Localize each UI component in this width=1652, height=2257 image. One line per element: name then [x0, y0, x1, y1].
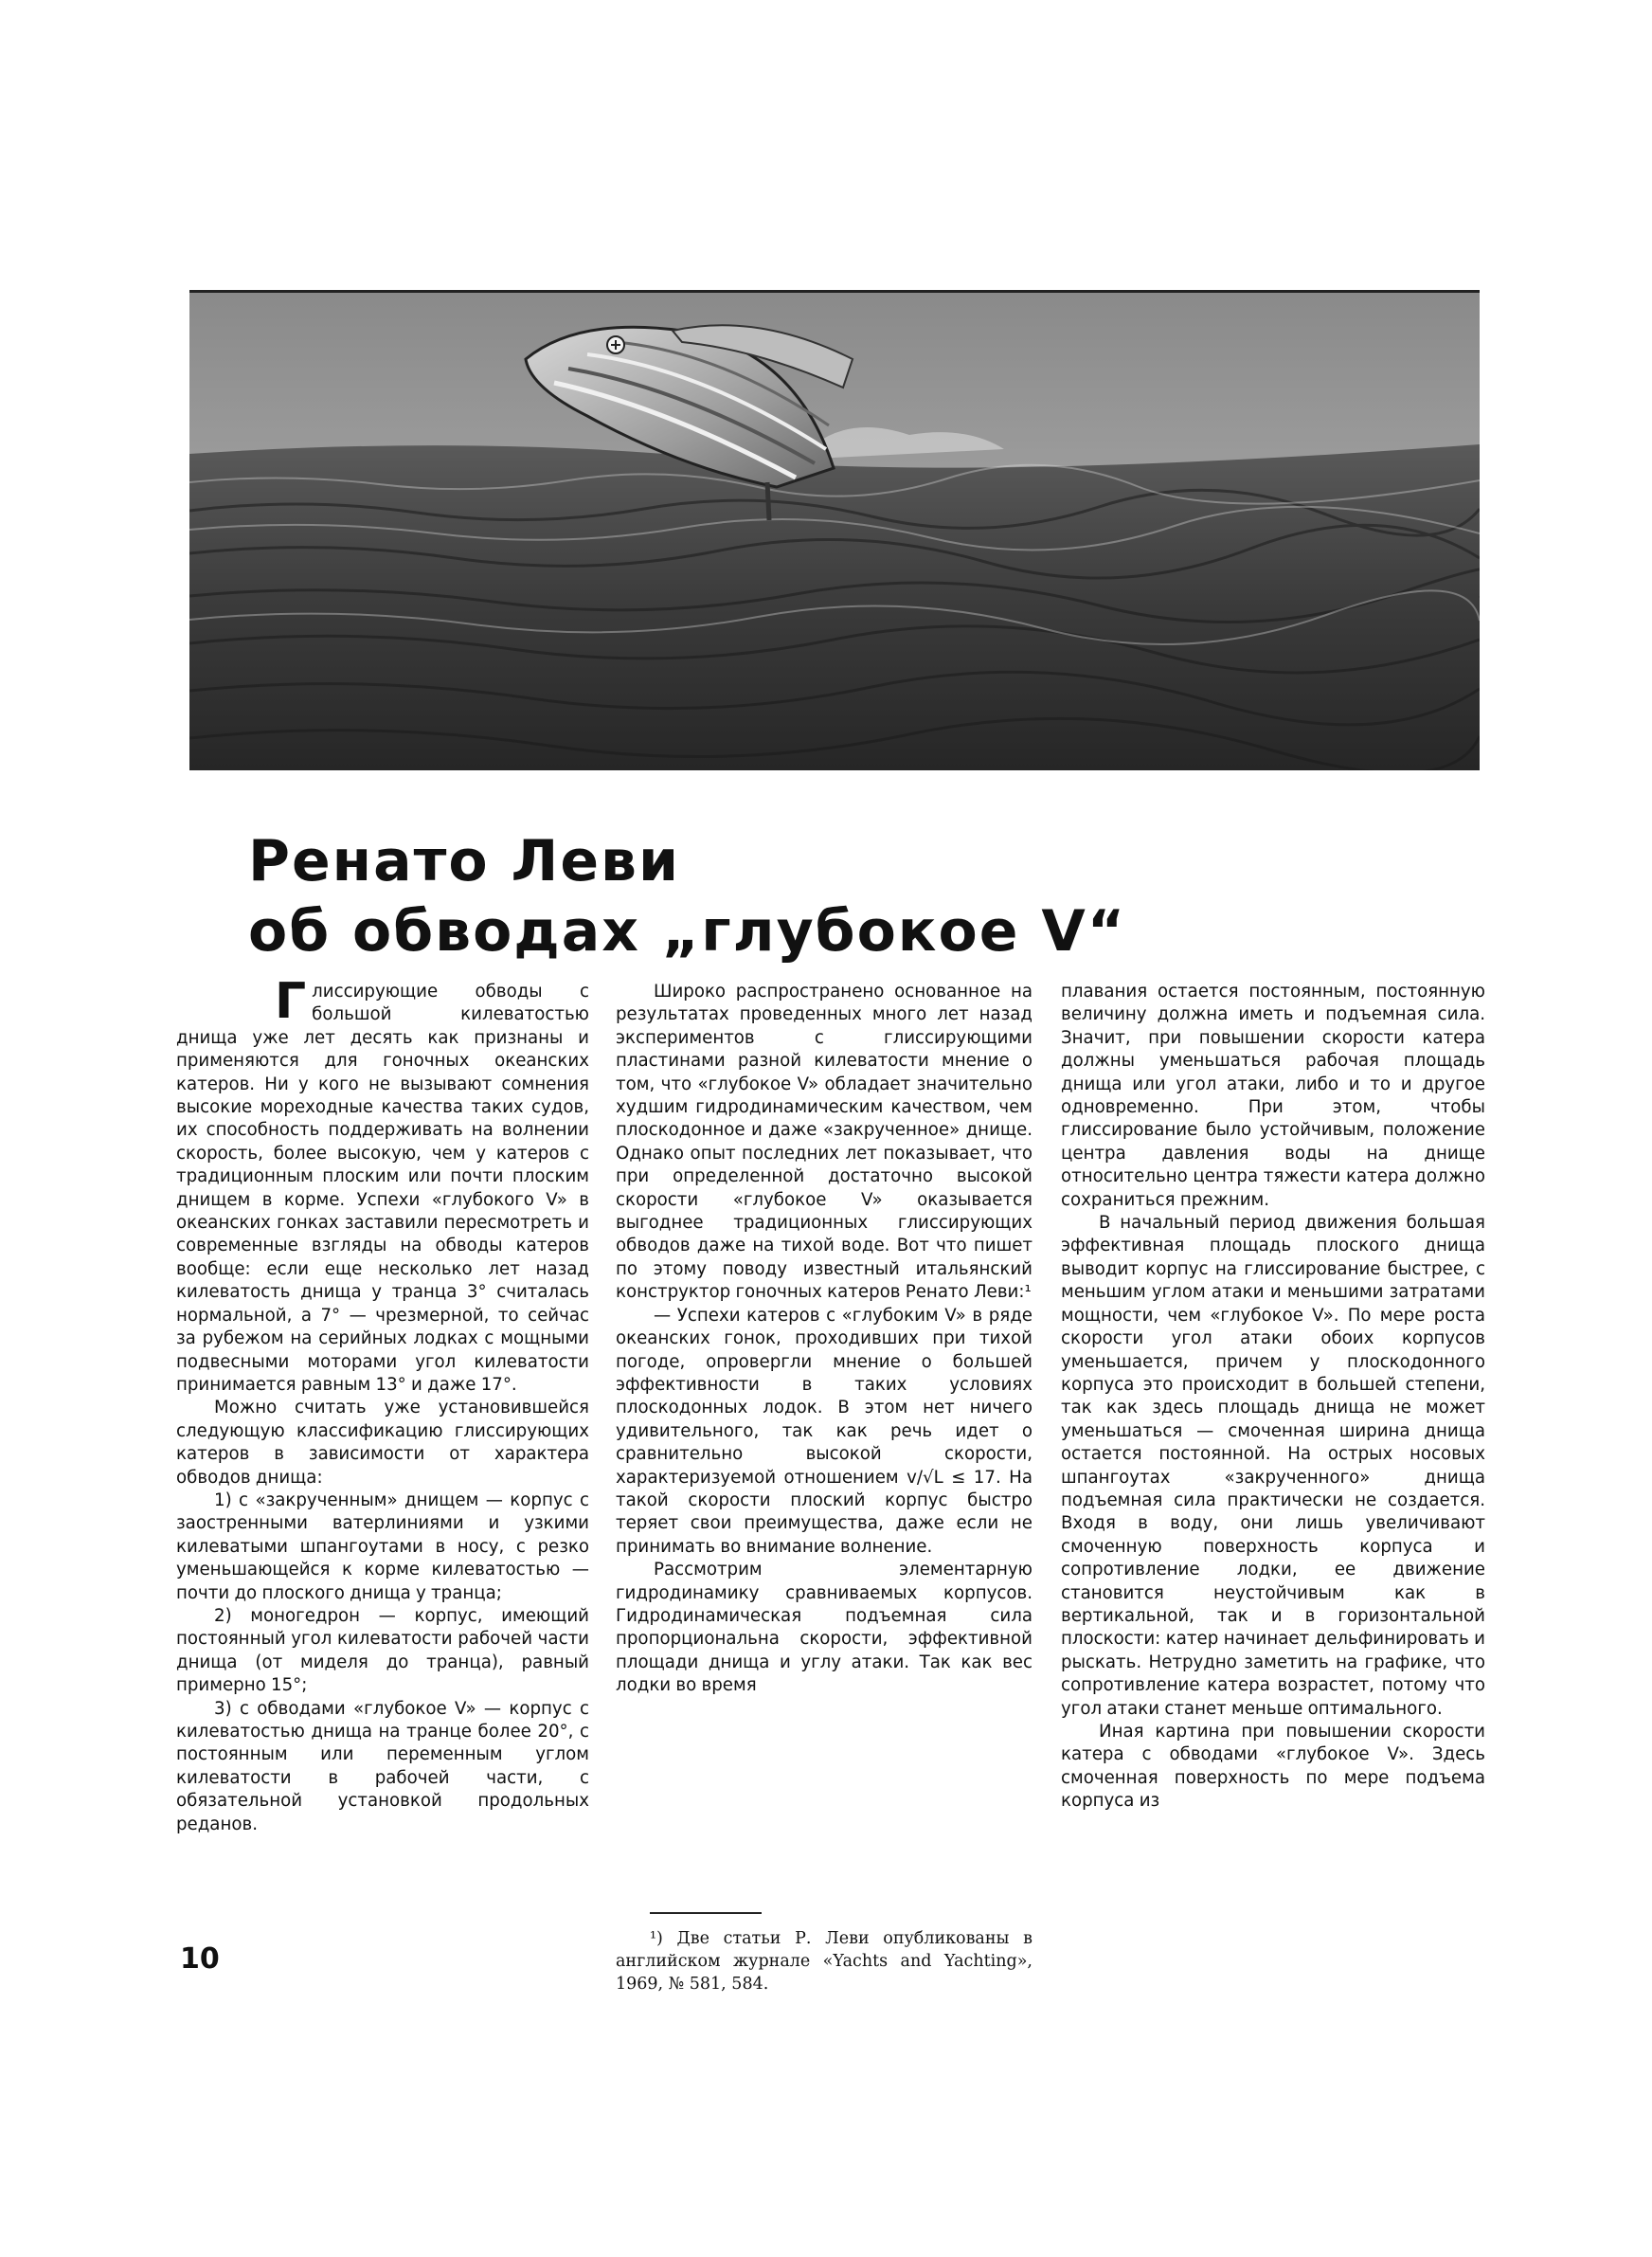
col2-paragraph-2: — Успехи катеров с «глубоким V» в ряде океанских гонок, проходивших при тихой погоде, опровергли мнение о большей эффективности в таких условиях плоскодонных лодок. В этом нет ничего удивительного, так как речь идет о сравнительно высокой скорости, характеризуемой отношением v/√L ≤ 17. На такой скорости плоский корпус быстро теряет свои преимущества, даже если не принимать во внимание волнение.: [616, 1305, 1032, 1557]
boat-photo: [189, 290, 1480, 770]
col1-paragraph-1-text: лиссирующие обводы с большой килеватостью днища уже лет десять как признаны и применяются для гоночных океанских катеров. Ни у кого не вызывают сомнения высокие мореходные качества таких судов, их способность поддерживать на волнении скорость, более высокую, чем у катеров с традиционным плоским или почти плоским днищем в корме. Успехи «глубокого V» в океанских гонках заставили пересмотреть и современные взгляды на обводы катеров вообще: если еще несколько лет назад килеватость днища у транца 3° считалась нормальной, а 7° — чрезмерной, то сейчас за рубежом на серийных лодках с мощными подвесными моторами угол килеватости принимается равным 13° и даже 17°.: [176, 982, 589, 1395]
article-title-line1: Ренато Леви: [248, 828, 681, 894]
footnote-divider: [650, 1912, 762, 1914]
col2-paragraph-1: Широко распространено основанное на результатах проведенных много лет назад экспериментов с глиссирующими пластинами разной килеватости мнение о том, что «глубокое V» обладает значительно худшим гидродинамическим качеством, чем плоскодонное и даже «закрученное» днище. Однако опыт последних лет показывает, что при определенной достаточно высокой скорости «глубокое V» оказывается выгоднее традиционных глиссирующих обводов даже на тихой воде. Вот что пишет по этому поводу известный итальянский конструктор гоночных катеров Ренато Леви:¹: [616, 982, 1032, 1303]
drop-cap: Г: [275, 973, 307, 1030]
speedboat-over-waves-image: [189, 293, 1480, 770]
col2-paragraph-3: Рассмотрим элементарную гидродинамику сравниваемых корпусов. Гидродинамическая подъемная сила пропорциональна скорости, эффективной площади днища и углу атаки. Так как вес лодки во время: [616, 1560, 1032, 1696]
col1-paragraph-5: 3) с обводами «глубокое V» — корпус с килеватостью днища на транце более 20°, с постоянным или переменным углом килеватости в рабочей части, с обязательной установкой продольных реданов.: [176, 1698, 589, 1834]
article-title: [248, 826, 1126, 966]
col3-paragraph-1: плавания остается постоянным, постоянную величину должна иметь и подъемная сила. Значит, при повышении скорости катера должны уменьшаться рабочая площадь днища или угол атаки, либо и то и другое одновременно. При этом, чтобы глиссирование было устойчивым, положение центра давления воды на днище относительно центра тяжести катера должно сохраниться прежним.: [1061, 982, 1485, 1210]
col1-paragraph-2: Можно считать уже установившейся следующую классификацию глиссирующих катеров в зависимости от характера обводов днища:: [176, 1398, 589, 1488]
footnote: [616, 1927, 1032, 1995]
col3-paragraph-2: В начальный период движения большая эффективная площадь плоского днища выводит корпус на глиссирование быстрее, с меньшим углом атаки и меньшими затратами мощности, чем «глубокое V». По мере роста скорости угол атаки обоих корпусов уменьшается, причем у плоскодонного корпуса это происходит в большей степени, так как здесь площадь днища не может уменьшаться — смоченная ширина днища остается постоянной. На острых носовых шпангоутах «закрученного» днища подъемная сила практически не создается. Входя в воду, они лишь увеличивают смоченную поверхность корпуса и сопротивление лодки, ее движение становится неустойчивым как в вертикальной, так и в горизонтальной плоскости: катер начинает дельфинировать и рыскать. Нетрудно заметить на графике, что сопротивление катера возрастет, потому что угол атаки станет меньше оптимального.: [1061, 1213, 1485, 1719]
footnote-text: ¹) Две статьи Р. Леви опубликованы в английском журнале «Yachts and Yachting», 1969, № 581, 584.: [616, 1929, 1032, 1994]
column-2: [616, 981, 1032, 1698]
col1-paragraph-4: 2) моногедрон — корпус, имеющий постоянный угол килеватости рабочей части днища (от миделя до транца), равный примерно 15°;: [176, 1605, 589, 1696]
column-3: [1061, 981, 1485, 1814]
col1-paragraph-1: [176, 973, 589, 1397]
col3-paragraph-3: Иная картина при повышении скорости катера с обводами «глубокое V». Здесь смоченная поверхность по мере подъема корпуса из: [1061, 1722, 1485, 1812]
article-title-line2: об обводах „глубокое V“: [248, 898, 1127, 965]
page-number: 10: [180, 1942, 220, 1976]
column-1: [176, 973, 589, 1836]
col1-paragraph-3: 1) с «закрученным» днищем — корпус с заостренными ватерлиниями и узкими килеватыми шпангоутами в носу, с резко уменьшающейся к корме килеватостью — почти до плоского днища у транца;: [176, 1490, 589, 1603]
